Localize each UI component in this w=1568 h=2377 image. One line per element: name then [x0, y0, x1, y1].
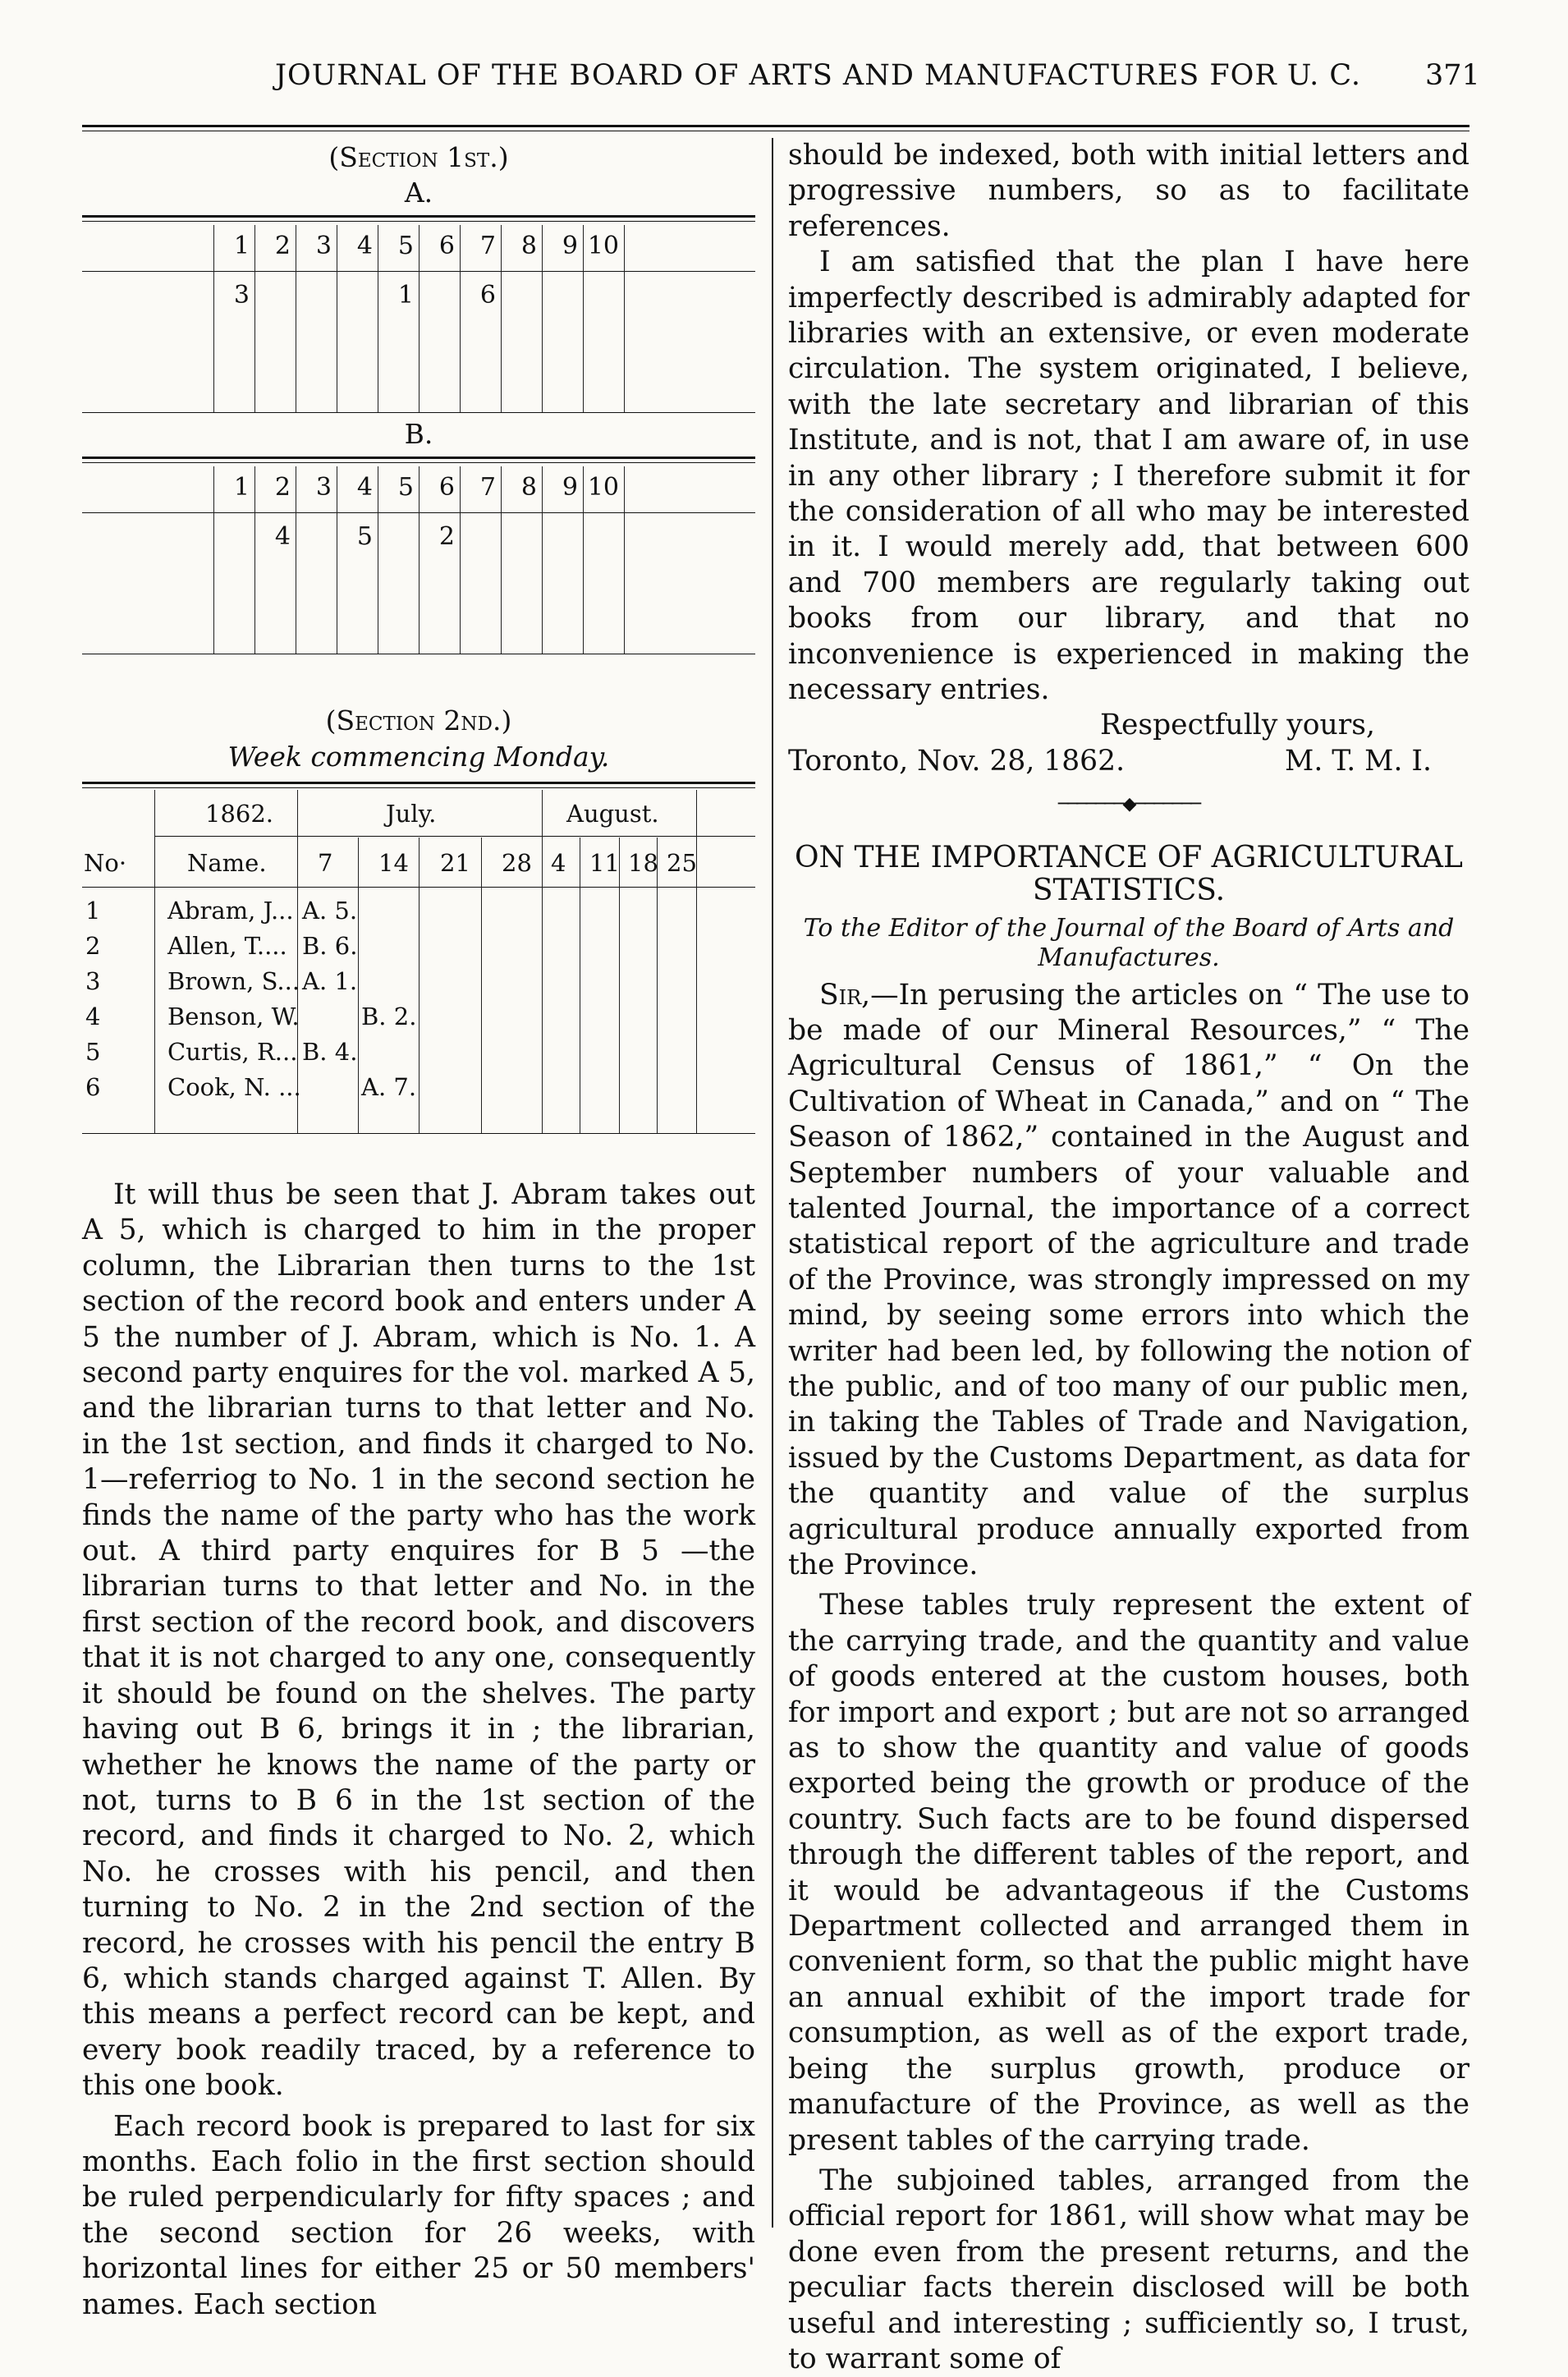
ledger-entry: 5 [356, 522, 373, 551]
ledger-b [82, 457, 755, 655]
ledger-column-rule [501, 466, 502, 654]
ledger-number: 10 [587, 473, 619, 502]
left-body-text [82, 1177, 755, 2323]
right-column [788, 138, 1469, 2377]
signature-line [788, 745, 1469, 781]
no-header: No· [84, 849, 127, 877]
place-date: Toronto, Nov. 28, 1862. [788, 744, 1126, 778]
ledger-entry: 6 [479, 281, 496, 310]
ledger-entry: 4 [274, 522, 291, 551]
article-subtitle: To the Editor of the Journal of the Board of Arts and Manufactures. [803, 913, 1455, 972]
closing: Respectfully yours, [1100, 708, 1375, 741]
week-entry: B. 6. [302, 932, 358, 960]
ledger-column-rule [542, 466, 543, 654]
ledger-number: 7 [479, 473, 496, 502]
week-header: 25 [667, 849, 697, 877]
week-entry: A. 1. [302, 967, 358, 995]
ledger-number: 3 [315, 232, 332, 260]
column-divider [772, 138, 773, 2228]
ledger-number: 1 [233, 473, 250, 502]
row-number: 6 [85, 1073, 101, 1101]
ledger-column-rule [460, 466, 461, 654]
ledger-column-rule [583, 466, 584, 654]
weekly-record-table [82, 782, 755, 1135]
header-rule [82, 125, 1469, 131]
ledger-column-rule [624, 225, 625, 412]
section-2-caption: (Section 2nd.) [325, 704, 512, 737]
ledger-number: 6 [438, 232, 455, 260]
ledger-a [82, 215, 755, 414]
paragraph: These tables truly represent the extent of the carrying trade, and the quantity and value of goods entered at the custom houses, both for import and export ; but are not so arranged as to show the quantity and value of goods exported being the growth or produce of the country. Such facts are to be found dispersed through the different tables of the report, and it would be advantageous if the Customs Department collected and arranged them in convenient form, so that the public might have an annual exhibit of the import trade for consumption, as well as of the export trade, being the surplus growth, produce or manufacture of the Province, as well as the present tables of the carrying trade. [788, 1589, 1469, 2157]
ledger-number: 10 [587, 232, 619, 260]
page-number: 371 [1425, 59, 1480, 92]
ledger-number: 1 [233, 232, 250, 260]
left-column [82, 140, 755, 2323]
ledger-column-rule [213, 466, 214, 654]
ledger-a-letter: A. [404, 177, 433, 209]
member-name: Allen, T.... [167, 932, 287, 960]
ledger-column-rule [624, 466, 625, 654]
article-title: ON THE IMPORTANCE OF AGRICULTURAL STATISTICS. [795, 840, 1463, 907]
divider-ornament: ───────◆─────── [1057, 793, 1200, 815]
name-header: Name. [187, 849, 267, 877]
row-number: 4 [85, 1003, 101, 1030]
ledger-column-rule [254, 225, 255, 412]
ledger-column-rule [583, 225, 584, 412]
ledger-number: 4 [356, 473, 373, 502]
paragraph: Sir,—In perusing the articles on “ The use to be made of our Mineral Resources,” “ The Agricultural Census of 1861,” “ On the Cultivation of Wheat in Canada,” and on “ The Season of 1862,” contained in the August and September numbers of your valuable and talented Journal, the importance of a correct statistical report of the agriculture and trade of the Province, was strongly impressed on my mind, by seeing some errors into which the writer had been led, by following the notion of the public, and of too many of our public men, in taking the Tables of Trade and Navigation, issued by the Customs Department, as data for the quantity and value of the surplus agricultural produce annually exported from the Province. [788, 978, 1469, 1581]
ledger-number: 7 [479, 232, 496, 260]
ledger-entry: 2 [438, 522, 455, 551]
year-header: 1862. [205, 800, 274, 828]
section-1-caption: (Section 1st.) [328, 141, 509, 173]
row-number: 1 [85, 897, 101, 925]
paragraph: should be indexed, both with initial letters and progressive numbers, so as to facilitate references. [788, 139, 1469, 243]
paragraph: I am satisfied that the plan I have here imperfectly described is admirably adapted for libraries with an extensive, or even moderate circulation. The system originated, I believe, with the late secretary and librarian of this Institute, and is not, that I am aware of, in use in any other library ; I therefore submit it for the consideration of all who may be interested in it. I would merely add, that between 600 and 700 members are regularly taking out books from our library, and that no inconvenience is experienced in making the necessary entries. [788, 246, 1469, 707]
month-july-header: July. [386, 800, 437, 828]
week-header: 21 [440, 849, 470, 877]
ledger-number: 9 [562, 473, 578, 502]
week-header: 28 [502, 849, 532, 877]
ledger-number: 8 [520, 232, 537, 260]
ledger-number: 5 [397, 232, 414, 260]
week-column-rule [358, 837, 359, 1133]
row-number: 5 [85, 1038, 101, 1066]
week-header: 18 [628, 849, 658, 877]
ledger-column-rule [419, 225, 420, 412]
section-2-subcaption: Week commencing Monday. [227, 741, 610, 773]
ledger-number: 8 [520, 473, 537, 502]
ledger-number: 9 [562, 232, 578, 260]
week-entry: A. 5. [302, 897, 358, 925]
ledger-number: 4 [356, 232, 373, 260]
month-august-header: August. [566, 800, 659, 828]
week-entry: B. 2. [361, 1003, 417, 1030]
member-name: Brown, S... [167, 967, 300, 995]
paragraph: Each record book is prepared to last for six months. Each folio in the first section should be ruled perpendicularly for fifty spaces ; and the second section for 26 weeks, with horizontal lines for either 25 or 50 members' names. Each section [82, 2109, 755, 2321]
week-entry: A. 7. [361, 1073, 417, 1101]
ledger-entry: 1 [397, 281, 414, 310]
week-column-rule [619, 837, 620, 1133]
ledger-entry: 3 [233, 281, 250, 310]
member-name: Cook, N. ... [167, 1073, 301, 1101]
week-entry: B. 4. [302, 1038, 358, 1066]
week-header: 14 [378, 849, 409, 877]
ledger-column-rule [419, 466, 420, 654]
ledger-number: 3 [315, 473, 332, 502]
running-header [0, 59, 1568, 108]
week-header: 7 [318, 849, 333, 877]
week-column-rule [419, 837, 420, 1133]
week-header: 11 [589, 849, 620, 877]
signature: M. T. M. I. [1285, 744, 1432, 778]
ledger-number: 6 [438, 473, 455, 502]
member-name: Curtis, R... [167, 1038, 298, 1066]
ledger-number: 2 [274, 473, 291, 502]
salutation: Sir, [819, 978, 871, 1012]
ledger-b-letter: B. [404, 418, 433, 450]
ledger-column-rule [213, 225, 214, 412]
member-name: Benson, W. [167, 1003, 300, 1030]
week-column-rule [657, 837, 658, 1133]
ledger-column-rule [501, 225, 502, 412]
row-number: 2 [85, 932, 101, 960]
member-name: Abram, J... [167, 897, 294, 925]
ledger-number: 5 [397, 473, 414, 502]
week-column-rule [481, 837, 482, 1133]
week-header: 4 [551, 849, 566, 877]
journal-title: JOURNAL OF THE BOARD OF ARTS AND MANUFACTURES FOR U. C. [275, 59, 1362, 92]
ledger-column-rule [460, 225, 461, 412]
ledger-column-rule [254, 466, 255, 654]
closing-line [788, 709, 1469, 745]
ledger-number: 2 [274, 232, 291, 260]
paragraph: The subjoined tables, arranged from the official report for 1861, will show what may be done even from the present returns, and the peculiar facts therein disclosed will be both useful and interesting ; sufficiently so, I trust, to warrant some of [788, 2164, 1469, 2375]
row-number: 3 [85, 967, 101, 995]
paragraph: It will thus be seen that J. Abram takes out A 5, which is charged to him in the proper column, the Librarian then turns to the 1st section of the record book and enters under A 5 the number of J. Abram, which is No. 1. A second party enquires for the vol. marked A 5, and the librarian turns to that letter and No. in the 1st section, and finds it charged to No. 1—referriog to No. 1 in the second section he finds the name of the party who has the work out. A third party enquires for B 5 —the librarian turns to that letter and No. in the first section of the record book, and discovers that it is not charged to any one, consequently it should be found on the shelves. The party having out B 6, brings it in ; the librarian, whether he knows the name of the party or not, turns to B 6 in the 1st section of the record, and finds it charged to No. 2, which No. he crosses with his pencil, and then turning to No. 2 in the 2nd section of the record, he crosses with his pencil the entry B 6, which stands charged against T. Allen. By this means a perfect record can be kept, and every book readily traced, by a reference to this one book. [82, 1178, 755, 2103]
ledger-column-rule [542, 225, 543, 412]
